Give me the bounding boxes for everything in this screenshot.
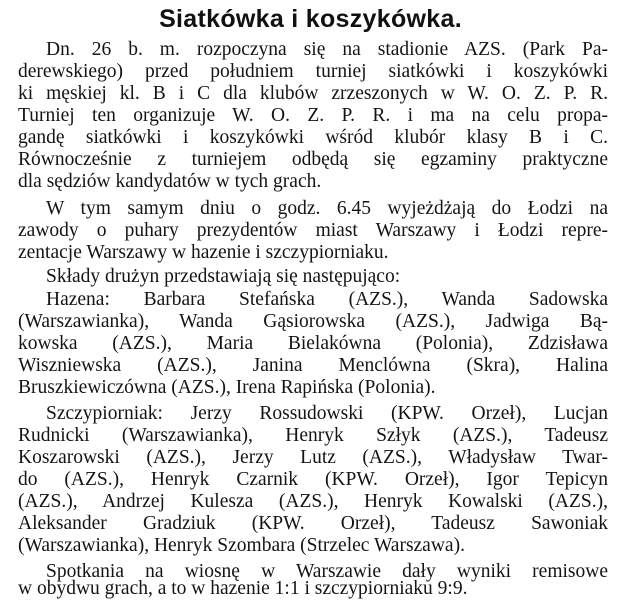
paragraph-1-line-2: derewskiego) przed południem turniej siatkówki i koszykówki xyxy=(18,61,608,82)
paragraph-1-line-6: Równocześnie z turniejem odbędą się egzaminy praktyczne xyxy=(18,149,608,170)
paragraph-6-line-1: Spotkania na wiosnę w Warszawie dały wyniki remisowe xyxy=(46,561,608,582)
paragraph-5-line-1: Szczypiorniak: Jerzy Rossudowski (KPW. Orzeł), Lucjan xyxy=(46,403,608,424)
paragraph-5-line-5: (AZS.), Andrzej Kulesza (AZS.), Henryk Kowalski (AZS.), xyxy=(18,491,608,512)
paragraph-1-line-3: ki męskiej kl. B i C dla klubów zrzeszonych w W. O. Z. P. R. xyxy=(18,83,608,104)
article-title: Siatkówka i koszykówka. xyxy=(159,5,462,33)
paragraph-5-line-4: do (AZS.), Henryk Czarnik (KPW. Orzeł), Igor Tepicyn xyxy=(18,469,608,490)
paragraph-2-line-2: zawody o puhary prezydentów miast Warszawy i Łodzi repre- xyxy=(18,220,608,241)
paragraph-6-line-2: w obydwu grach, a to w hazenie 1:1 i szczypiorniaku 9:9. xyxy=(18,578,468,599)
paragraph-4-line-1: Hazena: Barbara Stefańska (AZS.), Wanda Sadowska xyxy=(46,289,608,310)
paragraph-4-line-5: Bruszkiewiczówna (AZS.), Irena Rapińska (Polonia). xyxy=(18,377,436,398)
paragraph-4-line-4: Wiszniewska (AZS.), Janina Menclówna (Skra), Halina xyxy=(18,355,608,376)
paragraph-4-line-2: (Warszawianka), Wanda Gąsiorowska (AZS.), Jadwiga Bą- xyxy=(18,311,608,332)
paragraph-5-line-6: Aleksander Gradziuk (KPW. Orzeł), Tadeusz Sawoniak xyxy=(18,513,608,534)
paragraph-5-line-2: Rudnicki (Warszawianka), Henryk Szłyk (AZS.), Tadeusz xyxy=(18,425,608,446)
paragraph-2-line-3: zentacje Warszawy w hazenie i szczypiorniaku. xyxy=(18,242,389,263)
paragraph-4-line-3: kowska (AZS.), Maria Bielakówna (Polonia), Zdzisława xyxy=(18,333,608,354)
paragraph-1-line-4: Turniej ten organizuje W. O. Z. P. R. i ma na celu propa- xyxy=(18,105,608,126)
paragraph-5-line-7: (Warszawianka), Henryk Szombara (Strzelec Warszawa). xyxy=(18,535,465,556)
paragraph-3-line-1: Składy drużyn przedstawiają się następująco: xyxy=(46,266,401,287)
paragraph-2-line-1: W tym samym dniu o godz. 6.45 wyjeżdżają do Łodzi na xyxy=(46,198,608,219)
paragraph-5-line-3: Koszarowski (AZS.), Jerzy Lutz (AZS.), Władysław Twar- xyxy=(18,447,608,468)
paragraph-1-line-5: gandę siatkówki i koszykówki wśród klubór klasy B i C. xyxy=(18,127,608,148)
paragraph-1-line-1: Dn. 26 b. m. rozpoczyna się na stadionie AZS. (Park Pa- xyxy=(46,39,608,60)
paragraph-1-line-7: dla sędziów kandydatów w tych grach. xyxy=(18,171,322,192)
